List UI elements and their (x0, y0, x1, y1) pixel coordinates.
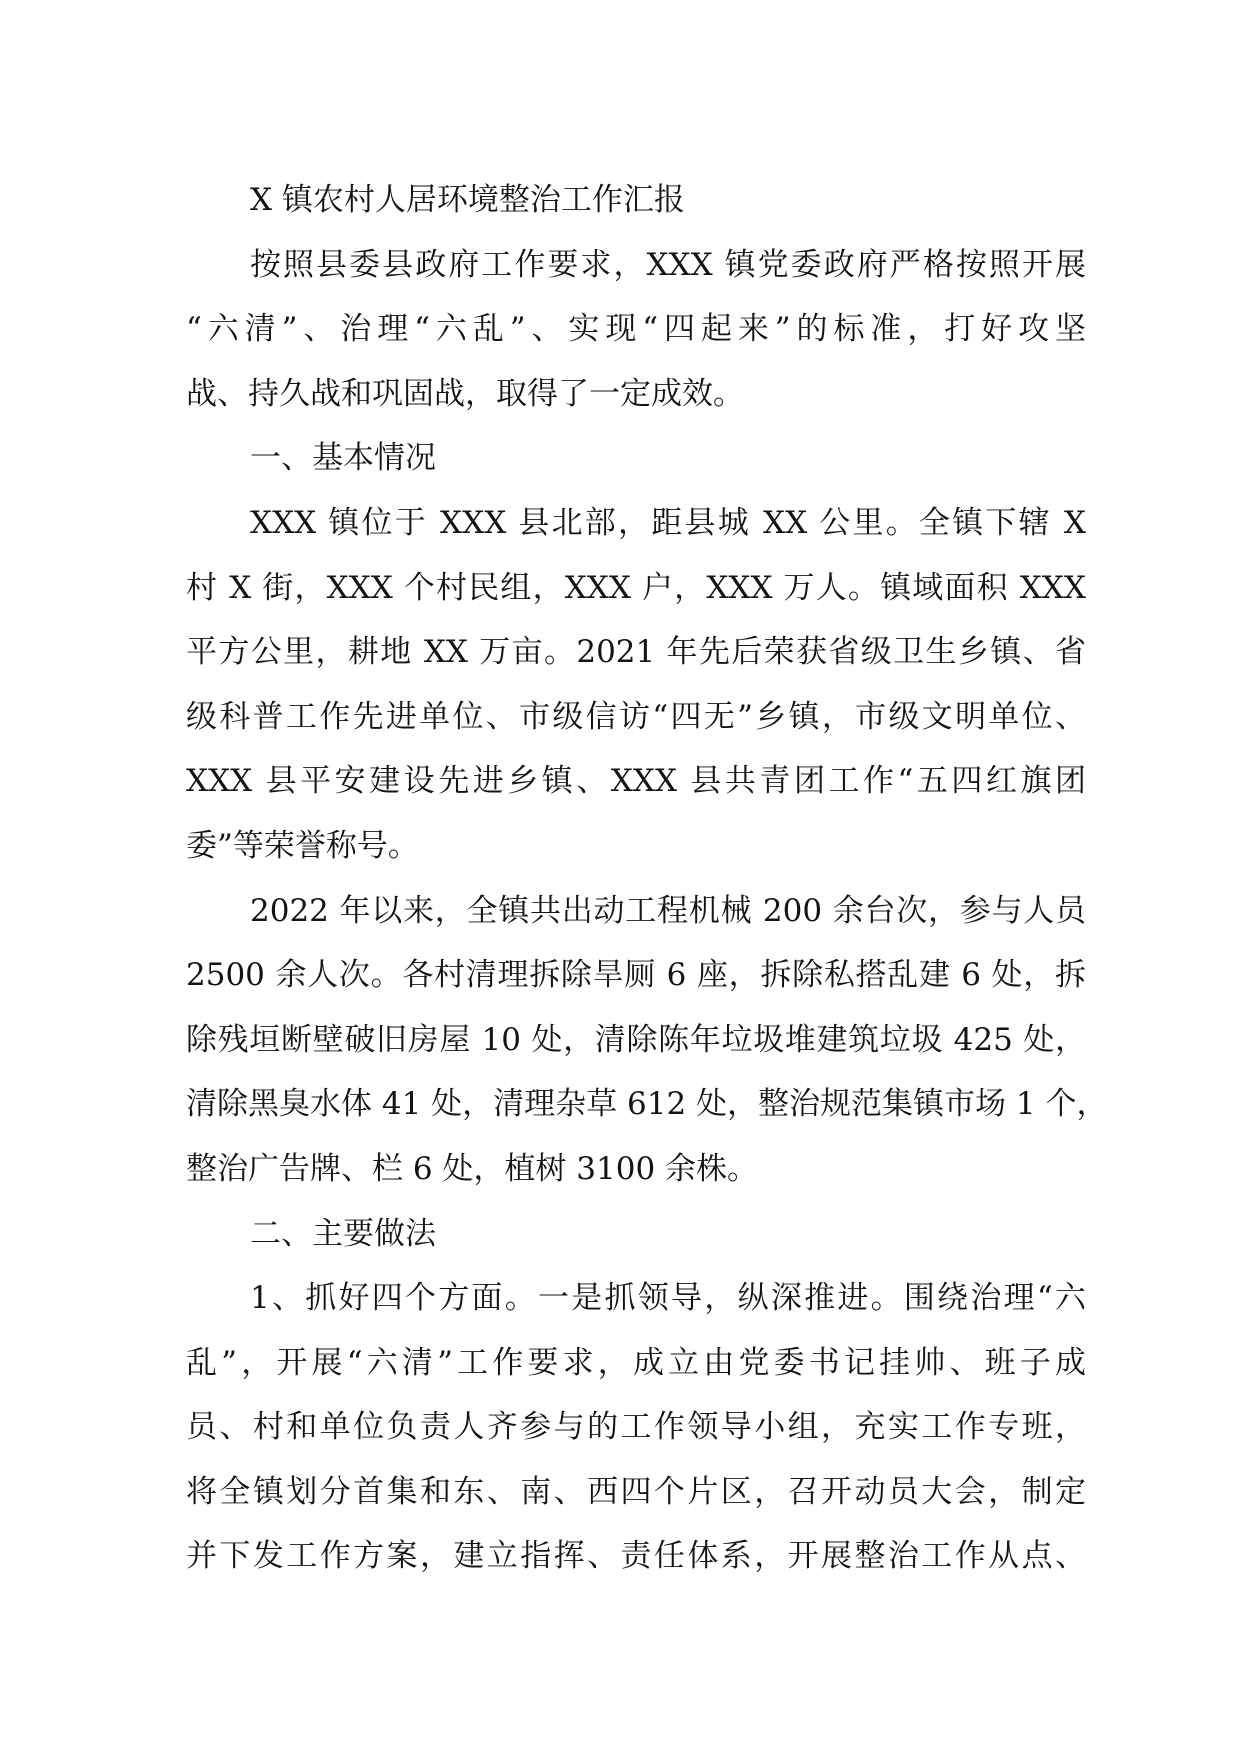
paragraph-basic-info (186, 491, 1086, 879)
paragraph-line: 委”等荣誉称号。 (186, 827, 419, 864)
paragraph-line: XXX 镇位于 XXX 县北部，距县城 XX 公里。全镇下辖 X (250, 504, 1086, 541)
paragraph-line: 将全镇划分首集和东、南、西四个片区，召开动员大会，制定 (186, 1473, 1086, 1510)
paragraph-line: 除残垣断壁破旧房屋 10 处，清除陈年垃圾堆建筑垃圾 425 处， (186, 1021, 1086, 1058)
section-heading: 一、基本情况 (250, 440, 436, 477)
paragraph-line: 整治广告牌、栏 6 处，植树 3100 余株。 (186, 1150, 759, 1187)
paragraph-line: 2500 余人次。各村清理拆除旱厕 6 座，拆除私搭乱建 6 处，拆 (186, 957, 1086, 994)
document-body (186, 168, 1108, 1589)
paragraph-line: XXX 县平安建设先进乡镇、XXX 县共青团工作“五四红旗团 (186, 763, 1086, 800)
paragraph-line: 级科普工作先进单位、市级信访“四无”乡镇，市级文明单位、 (186, 698, 1086, 735)
paragraph-line: 1、抓好四个方面。一是抓领导，纵深推进。围绕治理“六 (250, 1280, 1086, 1317)
paragraph-line: 按照县委县政府工作要求，XXX 镇党委政府严格按照开展 (250, 246, 1086, 283)
paragraph-intro (186, 233, 1086, 427)
paragraph-line: 清除黑臭水体 41 处，清理杂草 612 处，整治规范集镇市场 1 个， (186, 1086, 1108, 1123)
paragraph-statistics (186, 879, 1108, 1202)
paragraph-line: 2022 年以来，全镇共出动工程机械 200 余台次，参与人员 (250, 892, 1086, 929)
paragraph-line: 村 X 街，XXX 个村民组，XXX 户，XXX 万人。镇域面积 XXX (186, 569, 1086, 606)
paragraph-line: 平方公里，耕地 XX 万亩。2021 年先后荣获省级卫生乡镇、省 (186, 634, 1086, 671)
paragraph-line: 并下发工作方案，建立指挥、责任体系，开展整治工作从点、 (186, 1538, 1086, 1575)
paragraph-measures (186, 1266, 1086, 1589)
paragraph-line: “六清”、治理“六乱”、实现“四起来”的标准，打好攻坚 (186, 311, 1086, 348)
document-title: X 镇农村人居环境整治工作汇报 (250, 182, 685, 218)
paragraph-line: 战、持久战和巩固战，取得了一定成效。 (186, 375, 744, 412)
section-heading: 二、主要做法 (250, 1215, 436, 1252)
paragraph-line: 员、村和单位负责人齐参与的工作领导小组，充实工作专班， (186, 1409, 1086, 1446)
paragraph-line: 乱”，开展“六清”工作要求，成立由党委书记挂帅、班子成 (186, 1344, 1086, 1381)
